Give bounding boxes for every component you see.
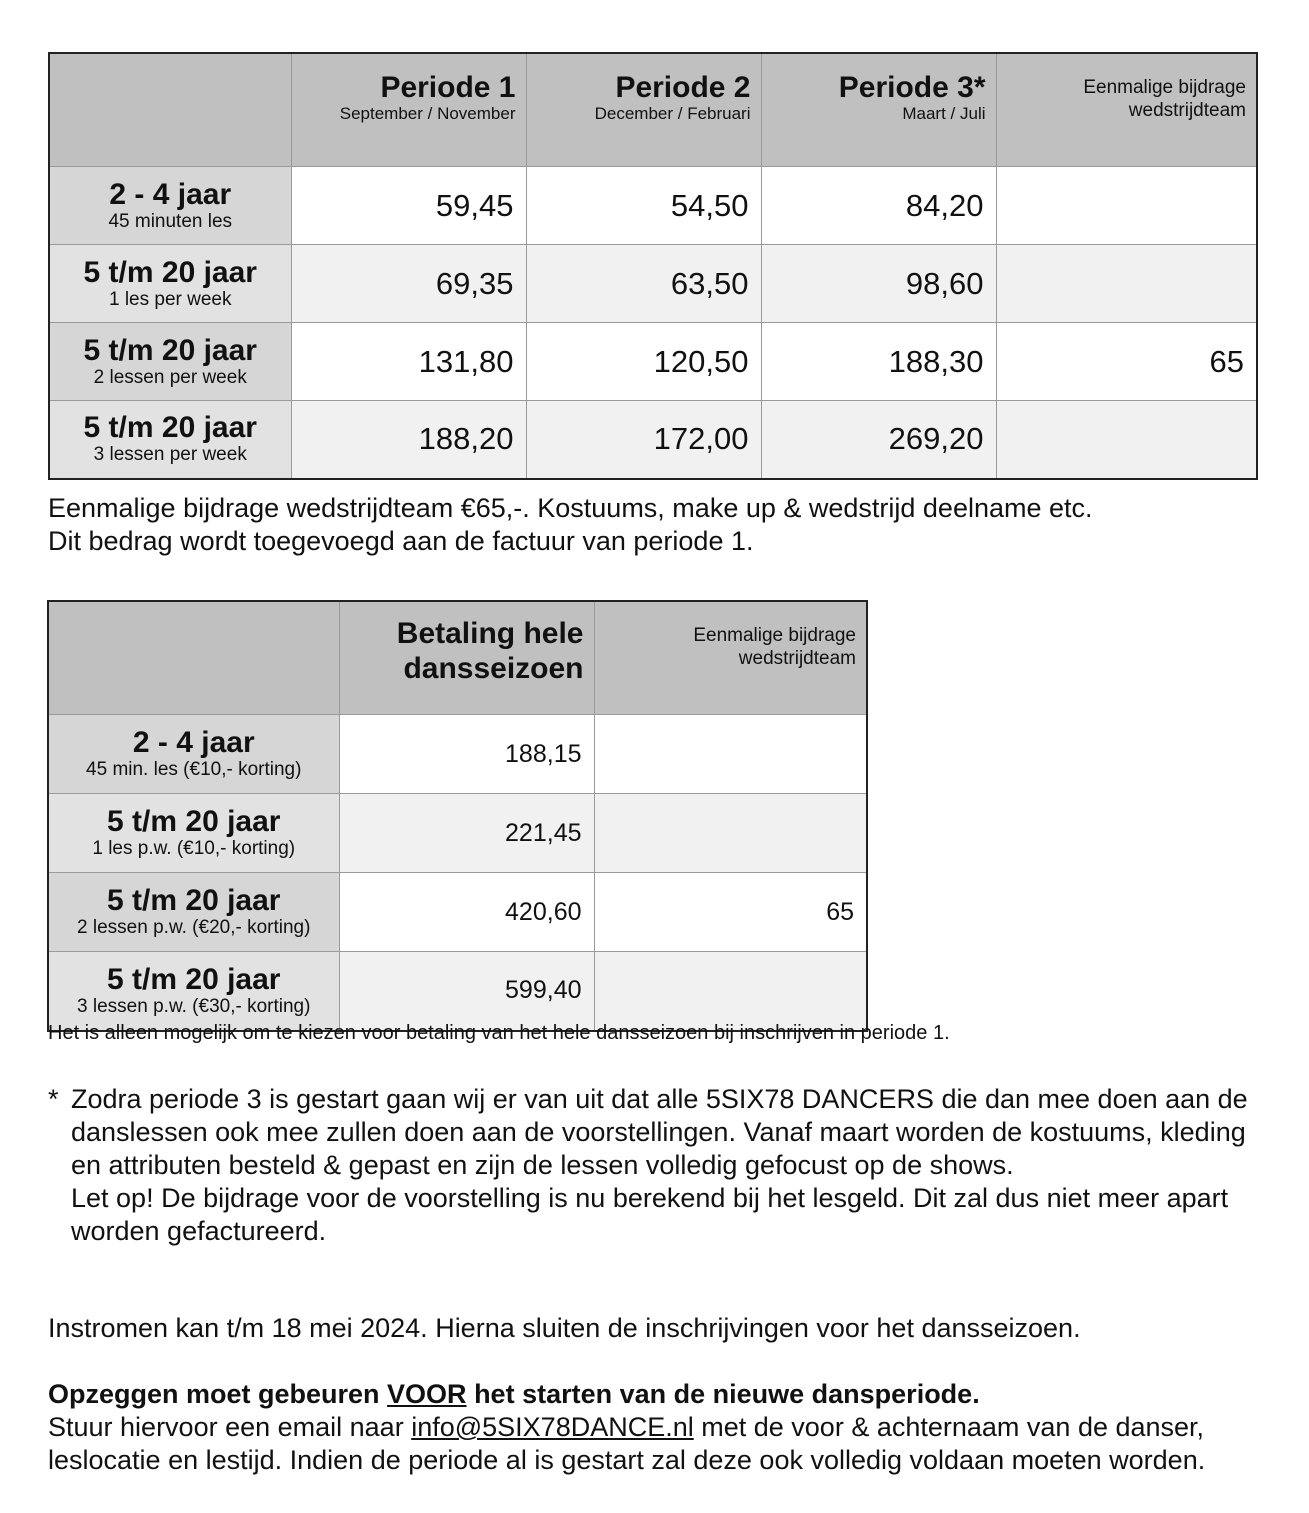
header-subtitle: Eenmalige bijdrage wedstrijdteam [693,625,856,669]
header-title: Periode 1 [380,71,516,104]
age-cell [48,952,339,1031]
header-title: dansseizoen [403,652,584,685]
table-row [49,323,1257,401]
season-price-table [47,600,868,1032]
opzeggen-heading-text: Opzeggen moet gebeuren [48,1379,388,1409]
price-season: 188,15 [339,715,594,794]
table-row [48,794,867,873]
season-table-header-row [48,601,867,715]
price-periode-2: 120,50 [526,323,761,401]
wedstrijdteam-note-line: Dit bedrag wordt toegevoegd aan de factuur van periode 1. [48,526,754,556]
table-row [49,167,1257,245]
age-sub-label: 45 minuten les [108,210,233,232]
price-periode-2: 54,50 [526,167,761,245]
header-title: Betaling hele [396,617,584,650]
age-sub-label: 2 lessen p.w. (€20,- korting) [77,917,311,938]
header-subtitle: Maart / Juli [902,104,986,123]
price-periode-3: 98,60 [761,245,996,323]
header-subtitle: September / November [339,104,516,123]
header-wedstrijdteam [996,53,1257,167]
price-periode-3: 188,30 [761,323,996,401]
age-sub-label: 1 les per week [108,288,232,310]
header-season-payment [339,601,594,715]
age-label: 2 - 4 jaar [109,177,232,211]
footnote-text: Zodra periode 3 is gestart gaan wij er van uit dat alle 5SIX78 DANCERS die dan mee doen aan de danslessen ook mee zullen doen aan de voorstellingen. Vanaf maart worden de kostuums, kleding en attributen besteld & gepast en zijn de lessen volledig gefocust op de shows. [71,1084,1248,1180]
price-periode-1: 188,20 [291,401,526,479]
header-subtitle: December / Februari [594,104,751,123]
age-sub-label: 45 min. les (€10,- korting) [86,759,302,780]
price-wedstrijdteam [594,952,867,1031]
header-periode-1 [291,53,526,167]
opzeggen-heading-emphasis: VOOR [387,1379,467,1409]
table-row [48,952,867,1031]
price-periode-2: 172,00 [526,401,761,479]
periode-3-footnote [48,1083,1263,1248]
price-periode-1: 131,80 [291,323,526,401]
price-wedstrijdteam [996,167,1257,245]
price-periode-3: 269,20 [761,401,996,479]
price-wedstrijdteam [594,715,867,794]
header-periode-2 [526,53,761,167]
opzeggen-body-text: Stuur hiervoor een email naar [48,1412,412,1442]
price-periode-1: 59,45 [291,167,526,245]
table-row [48,873,867,952]
age-sub-label: 2 lessen per week [93,366,247,388]
header-wedstrijdteam [594,601,867,715]
age-label: 5 t/m 20 jaar [107,805,281,838]
footnote-text: Let op! De bijdrage voor de voorstelling is nu berekend bij het lesgeld. Dit zal dus niet meer apart worden gefactureerd. [71,1183,1229,1246]
age-cell [49,401,291,479]
age-cell [48,715,339,794]
header-title: Periode 2 [615,71,751,104]
age-label: 5 t/m 20 jaar [83,333,257,367]
header-periode-3 [761,53,996,167]
age-label: 5 t/m 20 jaar [83,411,257,445]
age-cell [48,873,339,952]
age-cell [48,794,339,873]
footnote-marker: * [48,1084,59,1114]
header-empty-cell [48,601,339,715]
period-table-header-row [49,53,1257,167]
table-row [49,245,1257,323]
opzeggen-section [48,1378,1268,1477]
price-season: 420,60 [339,873,594,952]
opzeggen-heading-text: het starten van de nieuwe dansperiode. [466,1379,980,1409]
header-subtitle: Eenmalige bijdrage wedstrijdteam [1083,77,1246,121]
email-link[interactable]: info@5SIX78DANCE.nl [411,1412,694,1442]
instromen-text: Instromen kan t/m 18 mei 2024. Hierna sluiten de inschrijvingen voor het dansseizoen. [48,1313,1081,1343]
opzeggen-body-text: met de voor & achternaam van de danser, leslocatie en lestijd. Indien de periode al is gestart zal deze ook volledig voldaan moeten worden. [48,1412,1206,1475]
price-wedstrijdteam [996,401,1257,479]
opzeggen-heading [48,1379,980,1409]
price-wedstrijdteam [594,794,867,873]
price-periode-1: 69,35 [291,245,526,323]
header-empty-cell [49,53,291,167]
price-periode-3: 84,20 [761,167,996,245]
age-label: 5 t/m 20 jaar [107,962,281,996]
age-label: 2 - 4 jaar [132,726,255,759]
age-sub-label: 3 lessen p.w. (€30,- korting) [77,995,311,1017]
header-title: Periode 3* [838,71,986,104]
age-sub-label: 3 lessen per week [93,444,247,466]
price-wedstrijdteam [996,245,1257,323]
age-cell [49,167,291,245]
price-wedstrijdteam: 65 [594,873,867,952]
price-wedstrijdteam: 65 [996,323,1257,401]
table-row [49,401,1257,479]
wedstrijdteam-note-line: Eenmalige bijdrage wedstrijdteam €65,-. Kostuums, make up & wedstrijd deelname etc. [48,493,1093,523]
age-label: 5 t/m 20 jaar [107,884,281,917]
price-periode-2: 63,50 [526,245,761,323]
age-sub-label: 1 les p.w. (€10,- korting) [92,838,296,859]
age-cell [49,245,291,323]
price-season: 599,40 [339,952,594,1031]
age-label: 5 t/m 20 jaar [83,255,257,289]
period-price-table [48,52,1258,480]
table-row [48,715,867,794]
season-payment-note: Het is alleen mogelijk om te kiezen voor betaling van het hele dansseizoen bij inschrijven in periode 1. [48,1022,950,1044]
age-cell [49,323,291,401]
price-season: 221,45 [339,794,594,873]
wedstrijdteam-note [48,492,1278,558]
